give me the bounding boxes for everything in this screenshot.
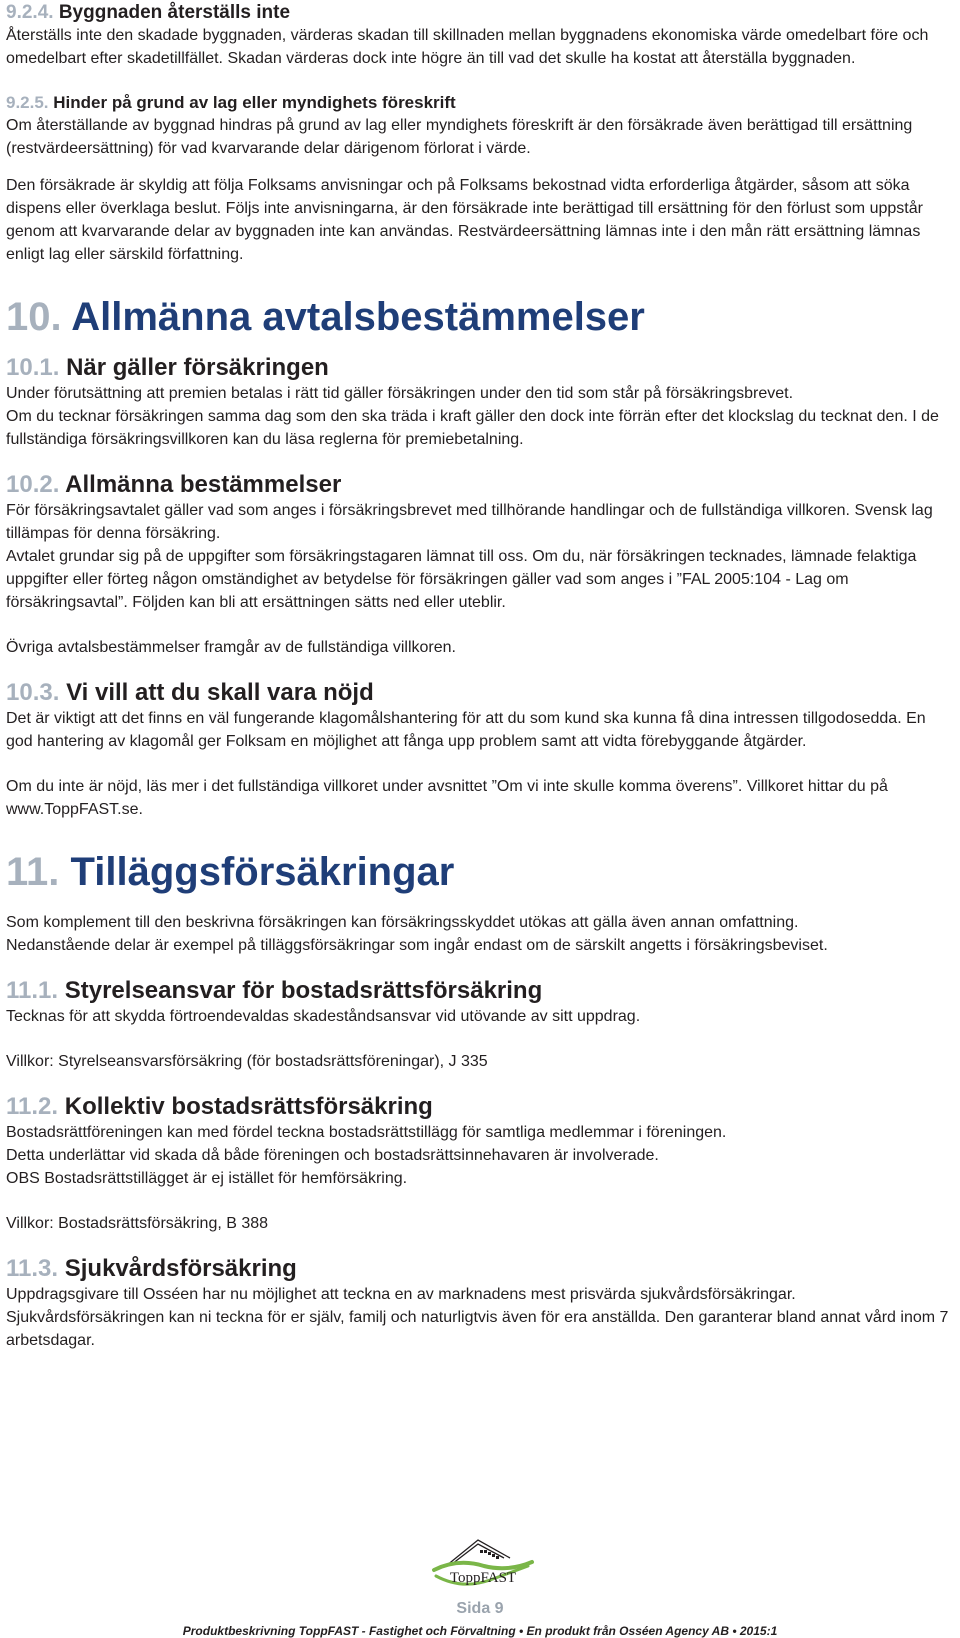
section-heading-11: 11. Tilläggsförsäkringar	[6, 850, 455, 894]
heading-10-1: 10.1. När gäller försäkringen	[6, 354, 329, 381]
paragraph: Som komplement till den beskrivna försäkringen kan försäkringsskyddet utökas att gälla även annan omfattning.	[6, 914, 799, 931]
footer-text: Produktbeskrivning ToppFAST - Fastighet och Förvaltning • En produkt från Osséen Agency AB • 2015:1	[182, 1624, 778, 1638]
paragraph: Om återställande av byggnad hindras på grund av lag eller myndighets föreskrift är den försäkrade även berättigad till ersättning (restvärdeersättning) för vad kvarvarande delar därigenom förlorat i värde.	[6, 117, 913, 157]
paragraph: Avtalet grundar sig på de uppgifter som försäkringstagaren lämnat till oss. Om du, när försäkringen tecknades, lämnade felaktiga uppgifter eller förteg någon omständighet av betydelse för försäkringen gäller vad som anges i ”FAL 2005:104 - Lag om försäkringsavtal”. Följden kan bli att ersättningen sätts ned eller uteblir.	[6, 548, 917, 611]
paragraph: Det är viktigt att det finns en väl fungerande klagomålshantering för att du som kund ska kunna få dina intressen tillgodosedda. En god hantering av klagomål ger Folksam en möjlighet att fånga upp problem samt att vidta förebyggande åtgärder.	[6, 710, 926, 750]
paragraph: Bostadsrättföreningen kan med fördel teckna bostadsrättstillägg för samtliga medlemmar i föreningen.	[6, 1124, 727, 1141]
toppfast-logo	[428, 1536, 538, 1598]
heading-9-2-5: 9.2.5. Hinder på grund av lag eller myndighets föreskrift	[6, 93, 456, 112]
heading-11-3: 11.3. Sjukvårdsförsäkring	[6, 1255, 297, 1282]
paragraph: Om du tecknar försäkringen samma dag som den ska träda i kraft gäller den dock inte förrän efter det klockslag du tecknat den. I de fullständiga försäkringsvillkoren kan du läsa reglerna för premiebetalning.	[6, 408, 939, 448]
paragraph: Tecknas för att skydda förtroendevaldas skadeståndsansvar vid utövande av sitt uppdrag.	[6, 1008, 641, 1025]
paragraph: Villkor: Bostadsrättsförsäkring, B 388	[6, 1215, 269, 1232]
section-heading-10: 10. Allmänna avtalsbestämmelser	[6, 295, 645, 339]
heading-9-2-4: 9.2.4. Byggnaden återställs inte	[6, 2, 291, 23]
heading-11-1: 11.1. Styrelseansvar för bostadsrättsförsäkring	[6, 977, 543, 1004]
page-number: Sida 9	[456, 1600, 504, 1617]
paragraph: Övriga avtalsbestämmelser framgår av de fullständiga villkoren.	[6, 639, 456, 656]
paragraph: För försäkringsavtalet gäller vad som anges i försäkringsbrevet med tillhörande handlingar och de fullständiga villkoren. Svensk lag tillämpas för denna försäkring.	[6, 502, 933, 542]
paragraph: OBS Bostadsrättstillägget är ej istället för hemförsäkring.	[6, 1170, 408, 1187]
paragraph: Den försäkrade är skyldig att följa Folksams anvisningar och på Folksams bekostnad vidta erforderliga åtgärder, såsom att söka dispens eller överklaga beslut. Följs inte anvisningarna, är den försäkrade inte berättigad till ersättning för den förlust som uppstår genom att kvarvarande delar av byggnaden inte kan användas. Restvärdeersättning lämnas inte i den mån rätt ersättning lämnas enligt lag eller särskild författning.	[6, 177, 923, 263]
document-page	[6, 0, 950, 1352]
heading-10-2: 10.2. Allmänna bestämmelser	[6, 471, 342, 498]
logo-wordmark: ToppFAST	[449, 1570, 517, 1586]
paragraph: Uppdragsgivare till Osséen har nu möjlighet att teckna en av marknadens mest prisvärda sjukvårdsförsäkringar.	[6, 1286, 796, 1303]
paragraph: Om du inte är nöjd, läs mer i det fullständiga villkoret under avsnittet ”Om vi inte skulle komma överens”. Villkoret hittar du på www.ToppFAST.se.	[6, 778, 888, 818]
paragraph: Nedanstående delar är exempel på tilläggsförsäkringar som ingår endast om de särskilt angetts i försäkringsbeviset.	[6, 937, 828, 954]
paragraph: Sjukvårdsförsäkringen kan ni teckna för er själv, familj och naturligtvis även för era anställda. Den garanterar bland annat vård inom 7 arbetsdagar.	[6, 1309, 949, 1349]
paragraph: Återställs inte den skadade byggnaden, värderas skadan till skillnaden mellan byggnadens ekonomiska värde omedelbart före och omedelbart efter skadetillfället. Skadan värderas dock inte högre än till vad det skulle ha kostat att återställa byggnaden.	[6, 27, 929, 67]
paragraph: Villkor: Styrelseansvarsförsäkring (för bostadsrättsföreningar), J 335	[6, 1053, 488, 1070]
heading-11-2: 11.2. Kollektiv bostadsrättsförsäkring	[6, 1093, 433, 1120]
paragraph: Detta underlättar vid skada då både föreningen och bostadsrättsinnehavaren är involverade.	[6, 1147, 659, 1164]
heading-10-3: 10.3. Vi vill att du skall vara nöjd	[6, 679, 374, 706]
paragraph: Under förutsättning att premien betalas i rätt tid gäller försäkringen under den tid som står på försäkringsbrevet.	[6, 385, 794, 402]
